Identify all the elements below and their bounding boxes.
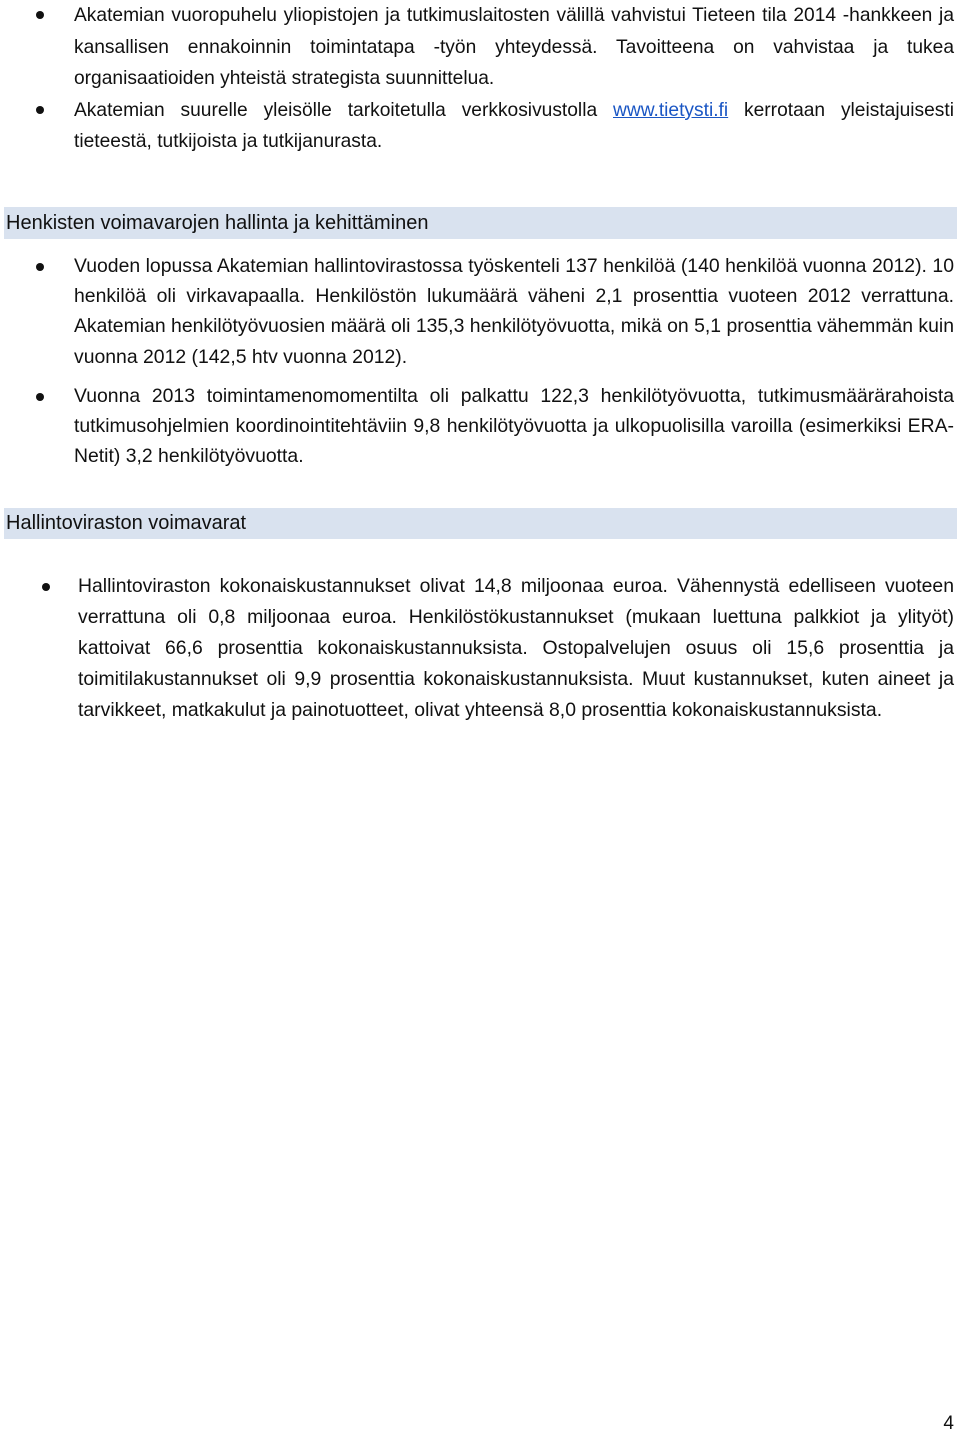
- list-item-text: Akatemian vuoropuhelu yliopistojen ja tutkimuslaitosten välillä vahvistui Tieteen tila 2014 -hankkeen ja kansallisen ennakoinnin toimintatapa -työn yhteydessä. Tavoitteena on vahvistaa ja tukea organisaatioiden yhteistä strategista suunnittelua.: [74, 5, 954, 90]
- list-item-text: Vuoden lopussa Akatemian hallintovirastossa työskenteli 137 henkilöä (140 henkilöä vuonna 2012). 10 henkilöä oli virkavapaalla. Henkilöstön lukumäärä väheni 2,1 prosenttia vuoteen 2012 verrattuna. Akatemian henkilötyövuosien määrä oli 135,3 henkilötyövuotta, mikä on 5,1 prosenttia vähemmän kuin vuonna 2012 (142,5 htv vuonna 2012).: [74, 255, 954, 368]
- bullet-icon: [36, 393, 44, 401]
- list-item-text-after-link: kerrotaan yleistajuisesti tieteestä, tutkijoista ja tutkijanurasta.: [74, 99, 954, 153]
- list-item-text: Vuonna 2013 toimintamenomomentilta oli palkattu 122,3 henkilötyövuotta, tutkimusmäärärahoista tutkimusohjelmien koordinointitehtäviin 9,8 henkilötyövuotta ja ulkopuolisilla varoilla (esimerkiksi ERA-Netit) 3,2 henkilötyövuotta.: [74, 384, 954, 468]
- list-item: [74, 381, 954, 472]
- section-heading-staff: Henkisten voimavarojen hallinta ja kehittäminen: [4, 207, 957, 239]
- bullet-icon: [36, 106, 44, 114]
- bullet-icon: [42, 583, 50, 591]
- section-heading-resources: Hallintoviraston voimavarat: [4, 508, 957, 539]
- bullet-icon: [36, 263, 44, 271]
- list-item-text: Hallintoviraston kokonaiskustannukset olivat 14,8 miljoonaa euroa. Vähennystä edelliseen vuoteen verrattuna oli 0,8 miljoonaa euroa. Henkilöstökustannukset (mukaan luettuna palkkiot ja ylityöt) kattoivat 66,6 prosenttia kokonaiskustannuksista. Ostopalvelujen osuus oli 15,6 prosenttia ja toimitilakustannukset oli 9,9 prosenttia kokonaiskustannuksista. Muut kustannukset, kuten aineet ja tarvikkeet, matkakulut ja painotuotteet, olivat yhteensä 8,0 prosenttia kokonaiskustannuksista.: [78, 575, 954, 721]
- list-item: [78, 571, 954, 726]
- page-number: 4: [943, 1413, 954, 1434]
- list-item-text-before-link: Akatemian suurelle yleisölle tarkoitetulla verkkosivustolla: [74, 99, 613, 121]
- tietysti-link[interactable]: www.tietysti.fi: [613, 99, 729, 121]
- list-item: [74, 0, 954, 95]
- list-item: [74, 95, 954, 158]
- bullet-icon: [36, 11, 44, 19]
- list-item: [74, 251, 954, 372]
- staff-bullet-list: [74, 240, 954, 471]
- intro-bullet-list: [74, 0, 954, 158]
- resources-bullet-list: [78, 541, 954, 726]
